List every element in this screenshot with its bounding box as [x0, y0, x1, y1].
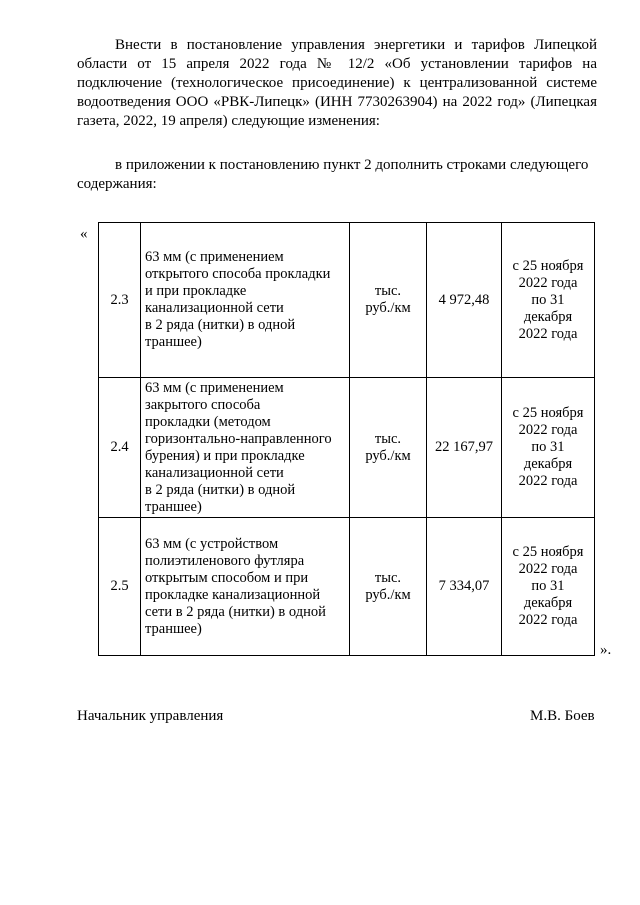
validity-period-cell-line: 2022 года — [518, 274, 578, 291]
description-cell-line: прокладке канализационной — [145, 586, 321, 603]
unit-cell-line: тыс. — [374, 569, 402, 586]
unit-cell — [350, 378, 427, 518]
description-cell-line: и при прокладке — [145, 283, 247, 299]
description-cell-line: 63 мм (с устройством — [145, 535, 279, 552]
description-cell-line: полиэтиленового футляра — [145, 552, 305, 569]
description-cell-line: бурения) и при прокладке — [145, 447, 305, 464]
validity-period-cell-line: 2022 года — [518, 422, 578, 438]
description-cell-line: канализационной сети — [145, 300, 284, 316]
description-cell — [141, 378, 350, 518]
validity-period-cell-line: 2022 года — [518, 325, 578, 342]
description-cell-line: 63 мм (с применением — [145, 379, 284, 396]
unit-cell-line: руб./км — [365, 586, 411, 603]
signatory-name: М.В. Боев — [530, 708, 595, 724]
validity-period-cell-line: с 25 ноября — [512, 257, 584, 274]
description-cell-line: открытым способом и при — [145, 569, 309, 586]
tariff-table — [98, 222, 595, 656]
row-number-cell: 2.4 — [99, 378, 141, 518]
validity-period-cell-line: по 31 — [531, 578, 565, 594]
tariff-value-cell: 7 334,07 — [427, 518, 502, 656]
intro-paragraph: Внести в постановление управления энергетики и тарифов Липецкой области от 15 апреля 2022 года № 12/2 «Об установлении тарифов на подключение (технологическое присоединение) к централизованной системе водоотведения ООО «РВК-Липецк» (ИНН 7730263904) на 2022 год» (Липецкая газета, 2022, 19 апреля) следующие изменения: — [77, 37, 597, 129]
table-row — [99, 378, 595, 518]
validity-period-cell — [502, 223, 595, 378]
description-cell-line: закрытого способа — [145, 396, 261, 413]
table-row — [99, 223, 595, 378]
description-cell-line: открытого способа прокладки — [145, 266, 331, 282]
validity-period-cell-line: 2022 года — [518, 473, 578, 489]
unit-cell — [350, 223, 427, 378]
description-cell-line: в 2 ряда (нитки) в одной — [145, 317, 296, 333]
description-cell — [141, 518, 350, 656]
tariff-value-cell: 22 167,97 — [427, 378, 502, 518]
description-cell-line: 63 мм (с применением — [145, 249, 284, 265]
unit-cell-line: руб./км — [365, 447, 411, 464]
validity-period-cell-line: 2022 года — [518, 612, 578, 628]
description-cell-line: сети в 2 ряда (нитки) в одной — [145, 603, 326, 620]
validity-period-cell-line: декабря — [523, 308, 573, 325]
description-cell-line: в 2 ряда (нитки) в одной — [145, 481, 296, 498]
description-cell-line: канализационной сети — [145, 464, 284, 481]
closing-quote: ». — [600, 642, 612, 658]
row-number-cell: 2.5 — [99, 518, 141, 656]
validity-period-cell-line: с 25 ноября — [512, 544, 584, 560]
unit-cell-line: тыс. — [374, 430, 402, 447]
unit-cell — [350, 518, 427, 656]
unit-cell-line: руб./км — [365, 300, 411, 316]
validity-period-cell-line: 2022 года — [518, 561, 578, 577]
validity-period-cell-line: декабря — [523, 595, 573, 611]
row-number-cell: 2.3 — [99, 223, 141, 378]
description-cell-line: горизонтально-направленного — [145, 430, 332, 447]
validity-period-cell-line: по 31 — [531, 439, 565, 455]
validity-period-cell-line: декабря — [523, 456, 573, 472]
description-cell — [141, 223, 350, 378]
validity-period-cell-line: с 25 ноября — [512, 405, 584, 421]
validity-period-cell-line: по 31 — [531, 291, 565, 308]
description-cell-line: прокладки (методом — [145, 413, 271, 430]
opening-quote: « — [80, 226, 88, 242]
table-row — [99, 518, 595, 656]
instruction-paragraph: в приложении к постановлению пункт 2 дополнить строками следующего содержания: — [77, 157, 589, 192]
description-cell-line: траншее) — [145, 334, 202, 350]
validity-period-cell — [502, 378, 595, 518]
signatory-position: Начальник управления — [77, 708, 224, 724]
description-cell-line: траншее) — [145, 498, 202, 515]
description-cell-line: траншее) — [145, 620, 202, 637]
unit-cell-line: тыс. — [374, 283, 402, 299]
validity-period-cell — [502, 518, 595, 656]
tariff-value-cell: 4 972,48 — [427, 223, 502, 378]
